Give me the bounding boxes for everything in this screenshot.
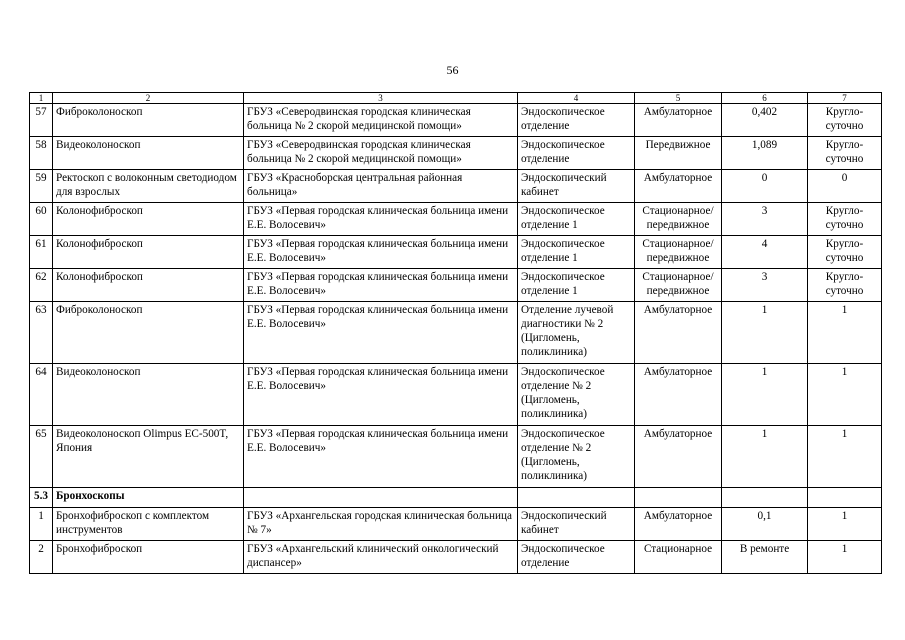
department: Эндоскопическое отделение <box>518 104 635 137</box>
column-number: 4 <box>518 93 635 104</box>
department: Эндоскопическое отделение <box>518 541 635 574</box>
page-number: 56 <box>446 63 459 77</box>
operating-mode: 1 <box>808 364 882 426</box>
usage-type: Амбулаторное <box>635 302 722 364</box>
empty-cell <box>244 488 518 508</box>
row-number: 64 <box>30 364 53 426</box>
device-name: Колонофиброскоп <box>53 236 244 269</box>
usage-type: Стационарное/ передвижное <box>635 236 722 269</box>
row-number: 65 <box>30 426 53 488</box>
department: Эндоскопическое отделение <box>518 137 635 170</box>
operating-mode: 1 <box>808 426 882 488</box>
department: Эндоскопическое отделение № 2 (Цигломень, поликлиника) <box>518 426 635 488</box>
empty-cell <box>635 488 722 508</box>
organization: ГБУЗ «Первая городская клиническая больница имени Е.Е. Волосевич» <box>244 236 518 269</box>
table-row <box>30 137 882 170</box>
table-row <box>30 203 882 236</box>
row-number: 2 <box>30 541 53 574</box>
usage-type: Стационарное/ передвижное <box>635 269 722 302</box>
column-number: 2 <box>53 93 244 104</box>
table-row <box>30 269 882 302</box>
row-number: 1 <box>30 508 53 541</box>
column-number: 1 <box>30 93 53 104</box>
operating-mode: Кругло-суточно <box>808 269 882 302</box>
usage-type: Стационарное <box>635 541 722 574</box>
equipment-table <box>29 92 882 574</box>
operating-mode: Кругло-суточно <box>808 203 882 236</box>
usage-type: Амбулаторное <box>635 508 722 541</box>
column-number-row <box>30 93 882 104</box>
organization: ГБУЗ «Первая городская клиническая больница имени Е.Е. Волосевич» <box>244 364 518 426</box>
column-number: 5 <box>635 93 722 104</box>
column-number: 7 <box>808 93 882 104</box>
device-name: Фиброколоноскоп <box>53 104 244 137</box>
organization: ГБУЗ «Первая городская клиническая больница имени Е.Е. Волосевич» <box>244 426 518 488</box>
value: В ремонте <box>722 541 808 574</box>
operating-mode: 1 <box>808 302 882 364</box>
organization: ГБУЗ «Первая городская клиническая больница имени Е.Е. Волосевич» <box>244 302 518 364</box>
organization: ГБУЗ «Первая городская клиническая больница имени Е.Е. Волосевич» <box>244 203 518 236</box>
value: 0 <box>722 170 808 203</box>
table-row <box>30 170 882 203</box>
department: Эндоскопическое отделение 1 <box>518 236 635 269</box>
department: Эндоскопическое отделение 1 <box>518 203 635 236</box>
value: 3 <box>722 269 808 302</box>
row-number: 61 <box>30 236 53 269</box>
device-name: Бронхофиброскоп <box>53 541 244 574</box>
organization: ГБУЗ «Архангельский клинический онкологический диспансер» <box>244 541 518 574</box>
table-row <box>30 302 882 364</box>
row-number: 58 <box>30 137 53 170</box>
usage-type: Амбулаторное <box>635 426 722 488</box>
usage-type: Амбулаторное <box>635 170 722 203</box>
row-number: 59 <box>30 170 53 203</box>
value: 1,089 <box>722 137 808 170</box>
table-row <box>30 364 882 426</box>
usage-type: Амбулаторное <box>635 104 722 137</box>
value: 4 <box>722 236 808 269</box>
table-row <box>30 426 882 488</box>
value: 3 <box>722 203 808 236</box>
usage-type: Стационарное/ передвижное <box>635 203 722 236</box>
value: 0,1 <box>722 508 808 541</box>
department: Эндоскопический кабинет <box>518 508 635 541</box>
empty-cell <box>722 488 808 508</box>
usage-type: Амбулаторное <box>635 364 722 426</box>
device-name: Видеоколоноскоп <box>53 364 244 426</box>
organization: ГБУЗ «Красноборская центральная районная больница» <box>244 170 518 203</box>
organization: ГБУЗ «Северодвинская городская клиническая больница № 2 скорой медицинской помощи» <box>244 137 518 170</box>
device-name: Видеоколоноскоп Olimpus EC-500T, Япония <box>53 426 244 488</box>
device-name: Колонофиброскоп <box>53 269 244 302</box>
column-number: 6 <box>722 93 808 104</box>
department: Отделение лучевой диагностики № 2 (Цигломень, поликлиника) <box>518 302 635 364</box>
organization: ГБУЗ «Первая городская клиническая больница имени Е.Е. Волосевич» <box>244 269 518 302</box>
row-number: 62 <box>30 269 53 302</box>
table-row <box>30 508 882 541</box>
table-row <box>30 541 882 574</box>
organization: ГБУЗ «Архангельская городская клиническая больница № 7» <box>244 508 518 541</box>
device-name: Фиброколоноскоп <box>53 302 244 364</box>
device-name: Ректоскоп с волоконным светодиодом для взрослых <box>53 170 244 203</box>
device-name: Бронхофиброскоп с комплектом инструментов <box>53 508 244 541</box>
operating-mode: Кругло-суточно <box>808 104 882 137</box>
operating-mode: Кругло-суточно <box>808 236 882 269</box>
value: 1 <box>722 426 808 488</box>
operating-mode: 1 <box>808 508 882 541</box>
device-name: Колонофиброскоп <box>53 203 244 236</box>
department: Эндоскопическое отделение № 2 (Цигломень, поликлиника) <box>518 364 635 426</box>
row-number: 57 <box>30 104 53 137</box>
operating-mode: 1 <box>808 541 882 574</box>
section-row <box>30 488 882 508</box>
column-number: 3 <box>244 93 518 104</box>
value: 1 <box>722 364 808 426</box>
department: Эндоскопическое отделение 1 <box>518 269 635 302</box>
row-number: 60 <box>30 203 53 236</box>
operating-mode: Кругло-суточно <box>808 137 882 170</box>
table-row <box>30 236 882 269</box>
value: 0,402 <box>722 104 808 137</box>
row-number: 63 <box>30 302 53 364</box>
department: Эндоскопический кабинет <box>518 170 635 203</box>
value: 1 <box>722 302 808 364</box>
organization: ГБУЗ «Северодвинская городская клиническая больница № 2 скорой медицинской помощи» <box>244 104 518 137</box>
section-number: 5.3 <box>30 488 53 508</box>
empty-cell <box>808 488 882 508</box>
empty-cell <box>518 488 635 508</box>
operating-mode: 0 <box>808 170 882 203</box>
section-title: Бронхоскопы <box>53 488 244 508</box>
table-row <box>30 104 882 137</box>
usage-type: Передвижное <box>635 137 722 170</box>
device-name: Видеоколоноскоп <box>53 137 244 170</box>
